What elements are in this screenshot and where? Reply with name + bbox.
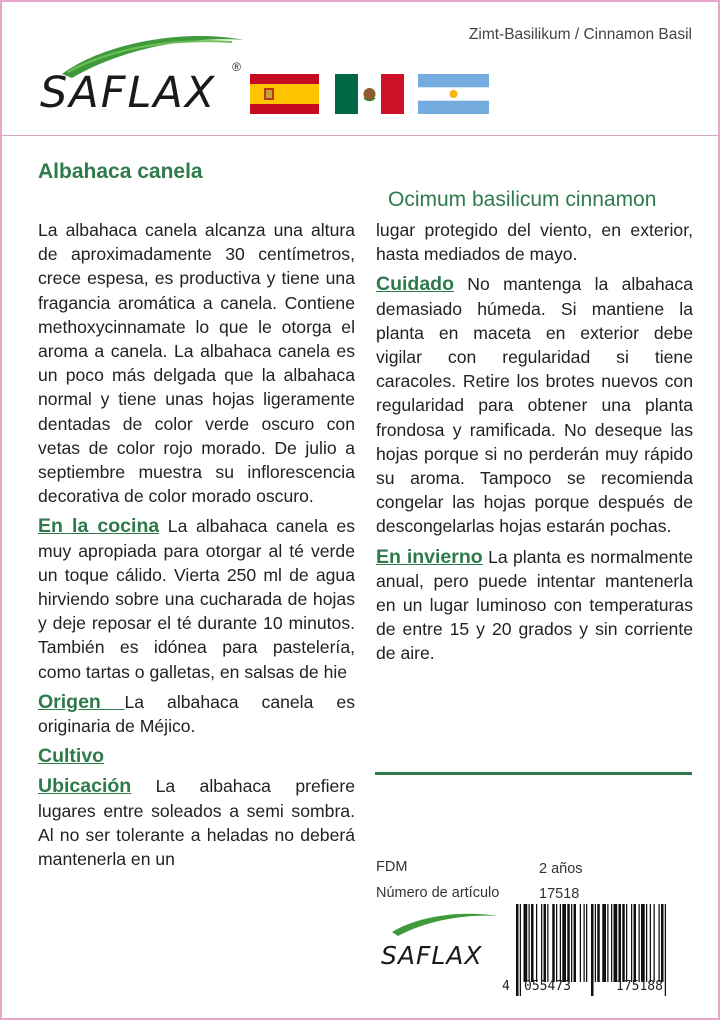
ubicacion-continued: lugar protegido del viento, en exterior, hasta mediados de mayo.	[376, 220, 693, 265]
barcode-bar	[631, 904, 632, 982]
article-label: Número de artículo	[376, 885, 500, 901]
barcode-bar	[586, 904, 587, 982]
barcode-bar	[571, 904, 572, 982]
heading-cocina: En la cocina	[38, 515, 160, 538]
barcode-bar	[591, 904, 594, 996]
barcode-bar	[661, 904, 664, 982]
barcode-bar	[665, 904, 666, 996]
barcode-bar	[574, 904, 577, 982]
barcode-bar	[646, 904, 647, 982]
barcode-bar	[524, 904, 528, 982]
barcode-bar	[529, 904, 530, 982]
barcode-bar	[520, 904, 521, 996]
barcode-bar	[544, 904, 547, 982]
barcode-bar	[607, 904, 608, 982]
heading-cuidado: Cuidado	[376, 273, 454, 296]
barcode-bar	[619, 904, 622, 982]
section-invierno	[376, 545, 693, 666]
section-origen	[38, 690, 355, 738]
barcode-bar	[611, 904, 612, 982]
article-value: 17518	[539, 886, 580, 902]
heading-origen: Origen	[38, 690, 125, 713]
barcode-bar	[597, 904, 600, 982]
logo-wordmark-small: SAFLAX	[381, 941, 483, 970]
barcode-bar	[654, 904, 655, 982]
fdm-value: 2 años	[539, 861, 583, 877]
barcode-bar	[622, 904, 625, 982]
barcode-bar	[650, 904, 651, 982]
text-cocina: La albahaca canela es muy apropiada para otorgar al té verde un toque cálido. Vierta 250 ml de agua hirviendo sobre una cucharada de hojas y deje reposar el té durante 10 minutos. También es idónea para pastelería, como tartas o galletas, en salsas de hie	[38, 516, 355, 682]
right-column-divider	[375, 772, 692, 775]
flag-argentina-icon	[418, 74, 489, 114]
header-divider	[2, 135, 718, 136]
barcode-bar	[536, 904, 537, 982]
section-cultivo	[38, 744, 355, 768]
section-cuidado	[376, 272, 693, 538]
intro-paragraph: La albahaca canela alcanza una altura de aproximadamente 30 centímetros, crece espesa, es productiva y tiene una fragancia aromática a canela. Contiene methoxycinnamate lo que le otorga el aroma a canela. La albahaca canela es un poco más delgada que la albahaca normal y tiene unas hojas ligeramente dentadas de color verde oscuro con vetas de color rojo morado. De julio a septiembre muestra su inflorescencia decorativa de color morado oscuro.	[38, 220, 355, 507]
product-title: Albahaca canela	[38, 160, 203, 183]
section-ubicacion	[38, 774, 355, 871]
barcode-bar	[567, 904, 570, 982]
logo-swoosh-small-icon	[378, 906, 502, 946]
heading-invierno: En invierno	[376, 545, 483, 568]
barcode-bar	[580, 904, 581, 982]
barcode-bar	[556, 904, 557, 982]
barcode-bar	[626, 904, 627, 982]
latin-name: Ocimum basilicum cinnamon	[388, 188, 657, 211]
right-column	[376, 218, 693, 672]
fdm-label: FDM	[376, 859, 408, 875]
barcode-bar	[547, 904, 548, 982]
barcode-bar	[641, 904, 645, 982]
barcode-bar	[634, 904, 637, 982]
saflax-logo	[32, 26, 247, 122]
left-column	[38, 218, 355, 877]
flag-mexico-icon	[335, 74, 404, 114]
barcode-bar	[531, 904, 534, 982]
header-title: Zimt-Basilikum / Cinnamon Basil	[468, 26, 692, 43]
flag-spain-icon	[250, 74, 319, 114]
text-cuidado: No mantenga la albahaca demasiado húmeda. Si mantiene la planta en maceta en exterior debe vigilar con regularidad si tiene caracoles. Retire los brotes nuevos con regularidad para obtener una planta frondosa y ramificada. No deseque las hojas porque si no perderán muy rápido su aroma. Tampoco se recomienda congelar las hojas porque después de descongelarlas hojas estarán pochas.	[376, 274, 693, 537]
section-cocina	[38, 514, 355, 683]
barcode-bar	[614, 904, 618, 982]
text-invierno: La planta es normalmente anual, pero puede intentar mantenerla en un lugar luminoso con temperaturas de entre 15 y 20 grados y sin corriente de aire.	[376, 546, 693, 664]
barcode-bar	[541, 904, 542, 982]
barcode-bar	[639, 904, 640, 982]
barcode-bar	[516, 904, 519, 996]
text-ubicacion: La albahaca prefiere lugares entre soleados a semi sombra. Al no ser tolerante a heladas no deberá mantenerla en un	[38, 776, 355, 870]
barcode-bar	[659, 904, 660, 982]
barcode-digits-left: 055473	[524, 979, 571, 994]
heading-ubicacion: Ubicación	[38, 775, 132, 798]
barcode-bar	[560, 904, 561, 982]
saflax-logo-small	[378, 906, 502, 972]
barcode-bar	[552, 904, 555, 982]
registered-mark: ®	[232, 60, 241, 74]
barcode-bar	[584, 904, 585, 982]
barcode-bar	[602, 904, 606, 982]
barcode-bar	[562, 904, 566, 982]
barcode-digit-first: 4	[502, 979, 510, 994]
text-origen: La albahaca canela es originaria de Méjico.	[38, 691, 356, 737]
barcode-bar	[595, 904, 596, 982]
heading-cultivo: Cultivo	[38, 745, 105, 768]
logo-wordmark: SAFLAX	[40, 68, 217, 118]
barcode-digits-right: 175188	[616, 979, 663, 994]
